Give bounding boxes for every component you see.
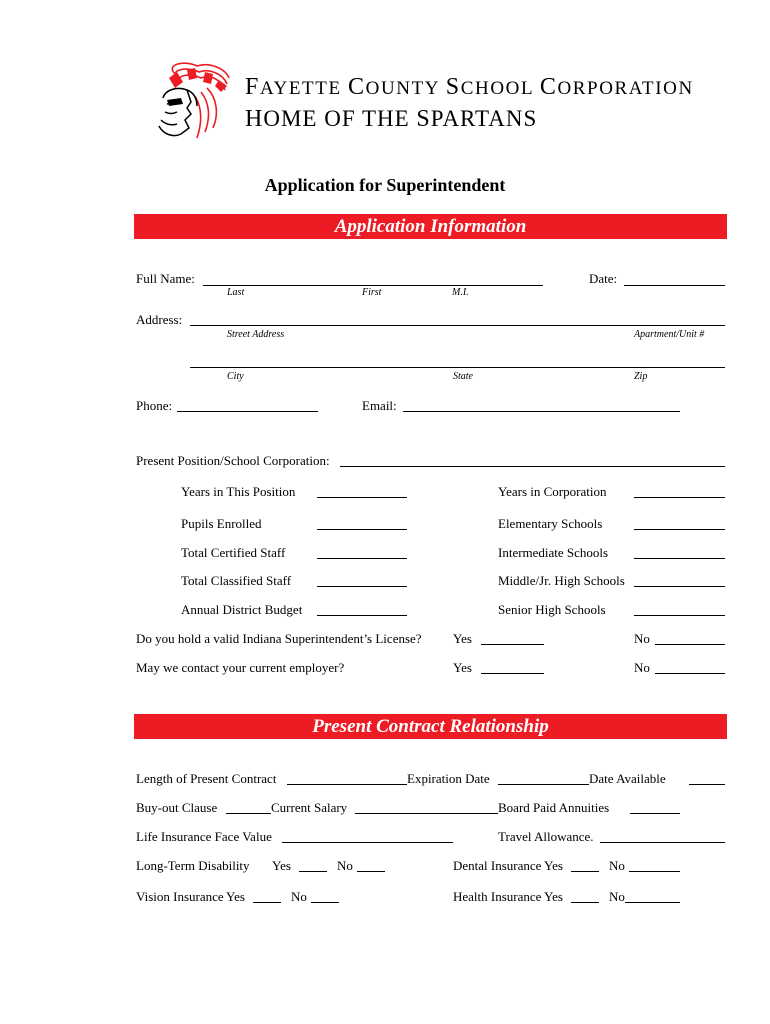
district-budget-field[interactable] xyxy=(317,615,407,616)
years-position-label: Years in This Position xyxy=(181,484,296,499)
board-annuities-label: Board Paid Annuities xyxy=(498,800,610,815)
travel-allowance-label: Travel Allowance. xyxy=(498,829,594,844)
certified-staff-field[interactable] xyxy=(317,558,407,559)
street-address-caption: Street Address xyxy=(227,329,285,340)
contact-no-field[interactable] xyxy=(655,673,725,674)
email-label: Email: xyxy=(362,398,397,413)
pupils-enrolled-field[interactable] xyxy=(317,529,407,530)
health-no-field[interactable] xyxy=(625,902,680,903)
vision-no-label: No xyxy=(291,889,307,904)
contact-no-label: No xyxy=(634,660,650,675)
city-caption: City xyxy=(227,371,244,382)
senior-schools-label: Senior High Schools xyxy=(498,602,606,617)
expiration-date-label: Expiration Date xyxy=(407,771,490,786)
life-insurance-label: Life Insurance Face Value xyxy=(136,829,272,844)
disability-yes-field[interactable] xyxy=(299,871,327,872)
middle-schools-label: Middle/Jr. High Schools xyxy=(498,573,625,588)
middle-initial-caption: M.I. xyxy=(452,287,469,298)
years-position-field[interactable] xyxy=(317,497,407,498)
district-budget-label: Annual District Budget xyxy=(181,602,303,617)
date-available-label: Date Available xyxy=(589,771,666,786)
certified-staff-label: Total Certified Staff xyxy=(181,545,286,560)
classified-staff-label: Total Classified Staff xyxy=(181,573,292,588)
date-available-field[interactable] xyxy=(689,784,725,785)
document-title: Application for Superintendent xyxy=(264,175,506,195)
vision-yes-label: Yes xyxy=(226,889,245,904)
board-annuities-field[interactable] xyxy=(630,813,680,814)
health-insurance-label: Health Insurance xyxy=(453,889,542,904)
intermediate-schools-label: Intermediate Schools xyxy=(498,545,609,560)
license-question: Do you hold a valid Indiana Superintendent’s License? xyxy=(136,631,422,646)
license-yes-field[interactable] xyxy=(481,644,544,645)
life-insurance-field[interactable] xyxy=(282,842,453,843)
elementary-schools-label: Elementary Schools xyxy=(498,516,603,531)
contact-yes-field[interactable] xyxy=(481,673,544,674)
organization-tagline: HOME OF THE SPARTANS xyxy=(245,106,538,132)
intermediate-schools-field[interactable] xyxy=(634,558,725,559)
license-yes-label: Yes xyxy=(453,631,472,646)
state-caption: State xyxy=(453,371,473,382)
dental-no-field[interactable] xyxy=(629,871,680,872)
last-name-caption: Last xyxy=(227,287,245,298)
health-yes-field[interactable] xyxy=(571,902,599,903)
senior-schools-field[interactable] xyxy=(634,615,725,616)
dental-yes-field[interactable] xyxy=(571,871,599,872)
years-corporation-field[interactable] xyxy=(634,497,725,498)
years-corporation-label: Years in Corporation xyxy=(498,484,607,499)
organization-name: FAYETTE COUNTY SCHOOL CORPORATION xyxy=(245,74,694,100)
disability-no-field[interactable] xyxy=(357,871,385,872)
email-field[interactable] xyxy=(403,411,680,412)
zip-caption: Zip xyxy=(634,371,648,382)
current-salary-field[interactable] xyxy=(355,813,498,814)
apartment-caption: Apartment/Unit # xyxy=(634,329,705,340)
pupils-enrolled-label: Pupils Enrolled xyxy=(181,516,262,531)
phone-label: Phone: xyxy=(136,398,173,413)
license-no-field[interactable] xyxy=(655,644,725,645)
date-field[interactable] xyxy=(624,285,725,286)
section-banner-application-information: Application Information xyxy=(134,214,727,239)
dental-yes-label: Yes xyxy=(544,858,563,873)
classified-staff-field[interactable] xyxy=(317,586,407,587)
buyout-clause-field[interactable] xyxy=(226,813,271,814)
disability-yes-label: Yes xyxy=(272,858,291,873)
full-name-field[interactable] xyxy=(203,285,543,286)
city-state-zip-field[interactable] xyxy=(190,367,725,368)
full-name-label: Full Name: xyxy=(136,271,195,286)
travel-allowance-field[interactable] xyxy=(600,842,725,843)
contract-length-label: Length of Present Contract xyxy=(136,771,277,786)
contact-question: May we contact your current employer? xyxy=(136,660,345,675)
vision-yes-field[interactable] xyxy=(253,902,281,903)
long-term-disability-label: Long-Term Disability xyxy=(136,858,250,873)
health-yes-label: Yes xyxy=(544,889,563,904)
dental-no-label: No xyxy=(609,858,625,873)
date-label: Date: xyxy=(589,271,618,286)
license-no-label: No xyxy=(634,631,650,646)
section-banner-present-contract: Present Contract Relationship xyxy=(134,714,727,739)
dental-insurance-label: Dental Insurance xyxy=(453,858,542,873)
street-address-field[interactable] xyxy=(190,325,725,326)
expiration-date-field[interactable] xyxy=(498,784,589,785)
address-label: Address: xyxy=(136,312,183,327)
elementary-schools-field[interactable] xyxy=(634,529,725,530)
contact-yes-label: Yes xyxy=(453,660,472,675)
first-name-caption: First xyxy=(362,287,382,298)
present-position-field[interactable] xyxy=(340,466,725,467)
phone-field[interactable] xyxy=(177,411,318,412)
middle-schools-field[interactable] xyxy=(634,586,725,587)
contract-length-field[interactable] xyxy=(287,784,407,785)
buyout-clause-label: Buy-out Clause xyxy=(136,800,218,815)
vision-no-field[interactable] xyxy=(311,902,339,903)
health-no-label: No xyxy=(609,889,625,904)
current-salary-label: Current Salary xyxy=(271,800,348,815)
spartan-helmet-logo-icon xyxy=(147,58,235,148)
vision-insurance-label: Vision Insurance xyxy=(136,889,224,904)
disability-no-label: No xyxy=(337,858,353,873)
present-position-label: Present Position/School Corporation: xyxy=(136,453,330,468)
